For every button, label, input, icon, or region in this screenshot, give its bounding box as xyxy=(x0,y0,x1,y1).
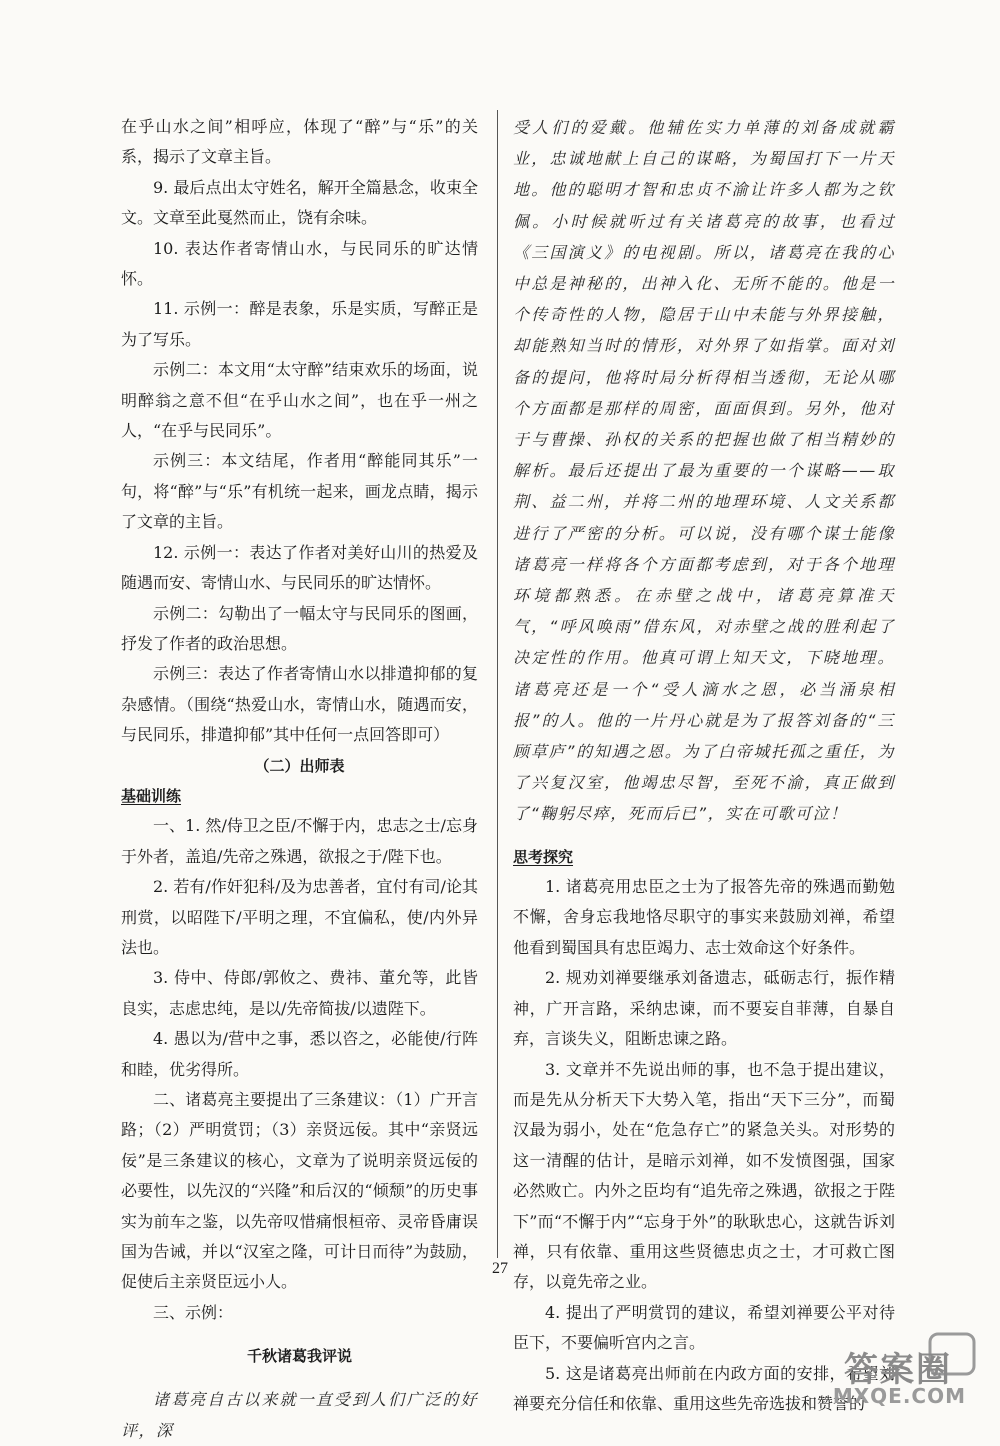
basic-training-1-3: 3. 侍中、侍郎/郭攸之、费祎、董允等，此皆良实，志虑忠纯，是以/先帝简拔/以遗陛下。 xyxy=(121,968,478,1018)
essay-title: 千秋诸葛我评说 xyxy=(246,1347,352,1366)
inquiry-2: 2. 规劝刘禅要继承刘备遗志，砥砺志行，振作精神，广开言路，采纳忠谏，而不要妄自菲薄，自暴自弃，言谈失义，阻断忠谏之路。 xyxy=(513,968,895,1049)
answer-10: 10. 表达作者寄情山水，与民同乐的旷达情怀。 xyxy=(121,238,478,289)
inquiry-1: 1. 诸葛亮用忠臣之士为了报答先帝的殊遇而勤勉不懈，舍身忘我地恪尽职守的事实来鼓励刘禅，希望他看到蜀国具有忠臣竭力、志士效命这个好条件。 xyxy=(513,877,895,957)
basic-training-1-4: 4. 愚以为/营中之事，悉以咨之，必能使/行阵和睦，优劣得所。 xyxy=(121,1029,478,1079)
basic-training-2: 二、诸葛亮主要提出了三条建议：（1）广开言路；（2）严明赏罚；（3）亲贤远佞。其中“亲贤远佞”是三条建议的核心，文章为了说明亲贤远佞的必要性，以先汉的“兴隆”和后汉的“倾颓”的历史事实为前车之鉴，以先帝叹惜痛恨桓帝、灵帝昏庸误国为告诫，并以“汉室之隆，可计日而待”为鼓励，促使后主亲贤臣远小人。 xyxy=(121,1090,478,1292)
page-number: 27 xyxy=(492,1260,508,1277)
basic-training-3: 三、示例： xyxy=(153,1302,234,1322)
inquiry-3: 3. 文章并不先说出师的事，也不急于提出建议，而是先从分析天下大势入笔，指出“天下三分”，而蜀汉最为弱小，处在“危急存亡”的紧急关头。对形势的这一清醒的估计，是暗示刘禅，如不发愤图强，国家必然败亡。内外之臣均有“追先帝之殊遇，欲报之于陛下”而“不懈于内”“忘身于外”的耿耿忠心，这就告诉刘禅，只有依靠、重用这些贤德忠贞之士，才可救亡图存，以竟先帝之业。 xyxy=(513,1059,895,1292)
answer-11-example-2: 示例二：本文用“太守醉”结束欢乐的场面，说明醉翁之意不但“在乎山水之间”，也在乎一州之人，“在乎与民同乐”。 xyxy=(121,360,478,441)
right-column xyxy=(513,112,895,1419)
answer-11-example-3: 示例三：本文结尾，作者用“醉能同其乐”一句，将“醉”与“乐”有机统一起来，画龙点睛，揭示了文章的主旨。 xyxy=(121,451,478,532)
inquiry-5: 5. 这是诸葛亮出师前在内政方面的安排，希望刘禅要充分信任和依靠、重用这些先帝选拔和赞誉的 xyxy=(513,1363,895,1413)
answer-text: 在乎山水之间”相呼应，体现了“醉”与“乐”的关系，揭示了文章主旨。 xyxy=(121,117,478,167)
answer-11: 11. 示例一：醉是表象，乐是实质，写醉正是为了写乐。 xyxy=(121,299,478,349)
watermark-text: 答案圈 xyxy=(844,1350,952,1390)
answer-12: 12. 示例一：表达了作者对美好山川的热爱及随遇而安、寄情山水、与民同乐的旷达情怀。 xyxy=(121,542,478,593)
basic-training-1-1: 一、1. 然/侍卫之臣/不懈于内，忠志之士/忘身于外者，盖追/先帝之殊遇，欲报之于/陛下也。 xyxy=(121,816,478,866)
sub-heading-basic-training: 基础训练 xyxy=(121,786,182,805)
essay-continued: 受人们的爱戴。他辅佐实力单薄的刘备成就霸业，忠诚地献上自己的谋略，为蜀国打下一片天地。他的聪明才智和忠贞不渝让许多人都为之钦佩。小时候就听过有关诸葛亮的故事，也看过《三国演义》的电视剧。所以，诸葛亮在我的心中总是神秘的，出神入化、无所不能的。他是一个传奇性的人物，隐居于山中未能与外界接触，却能熟知当时的情形，对外界了如指掌。面对刘备的提问，他将时局分析得相当透彻，无论从哪个方面都是那样的周密，面面俱到。另外，他对于与曹操、孙权的关系的把握也做了相当精妙的解析。最后还提出了最为重要的一个谋略——取荆、益二州，并将二州的地理环境、人文关系都进行了严密的分析。可以说，没有哪个谋士能像诸葛亮一样将各个方面都考虑到，对于各个地理环境都熟悉。在赤壁之战中，诸葛亮算准天气，“呼风唤雨”借东风，对赤壁之战的胜利起了决定性的作用。他真可谓上知天文，下晓地理。诸葛亮还是一个“受人滴水之恩，必当涌泉相报”的人。他的一片丹心就是为了报答刘备的“三顾草庐”的知遇之恩。为了白帝城托孤之重任，为了兴复汉室，他竭忠尽智，至死不渝，真正做到了“鞠躬尽瘁，死而后已”，实在可歌可泣！ xyxy=(513,118,895,824)
sub-heading-thinking-inquiry: 思考探究 xyxy=(513,847,574,866)
column-divider xyxy=(497,110,498,1258)
essay-start: 诸葛亮自古以来就一直受到人们广泛的好评，深 xyxy=(121,1389,478,1440)
answer-12-example-2: 示例二：勾勒出了一幅太守与民同乐的图画，抒发了作者的政治思想。 xyxy=(121,603,478,653)
answer-12-example-3: 示例三：表达了作者寄情山水以排遣抑郁的复杂感情。（围绕“热爱山水，寄情山水，随遇而安，与民同乐，排遣抑郁”其中任何一点回答即可） xyxy=(121,664,478,745)
section-title: （二）出师表 xyxy=(254,756,345,775)
answer-9: 9. 最后点出太守姓名，解开全篇悬念，收束全文。文章至此戛然而止，饶有余味。 xyxy=(121,177,478,228)
watermark-url: MXQE.COM xyxy=(832,1384,966,1408)
left-column xyxy=(121,112,478,1446)
inquiry-4: 4. 提出了严明赏罚的建议，希望刘禅要公平对待臣下，不要偏听宫内之言。 xyxy=(513,1302,895,1353)
basic-training-1-2: 2. 若有/作奸犯科/及为忠善者，宜付有司/论其刑赏，以昭陛下/平明之理，不宜偏私，使/内外异法也。 xyxy=(121,877,478,957)
